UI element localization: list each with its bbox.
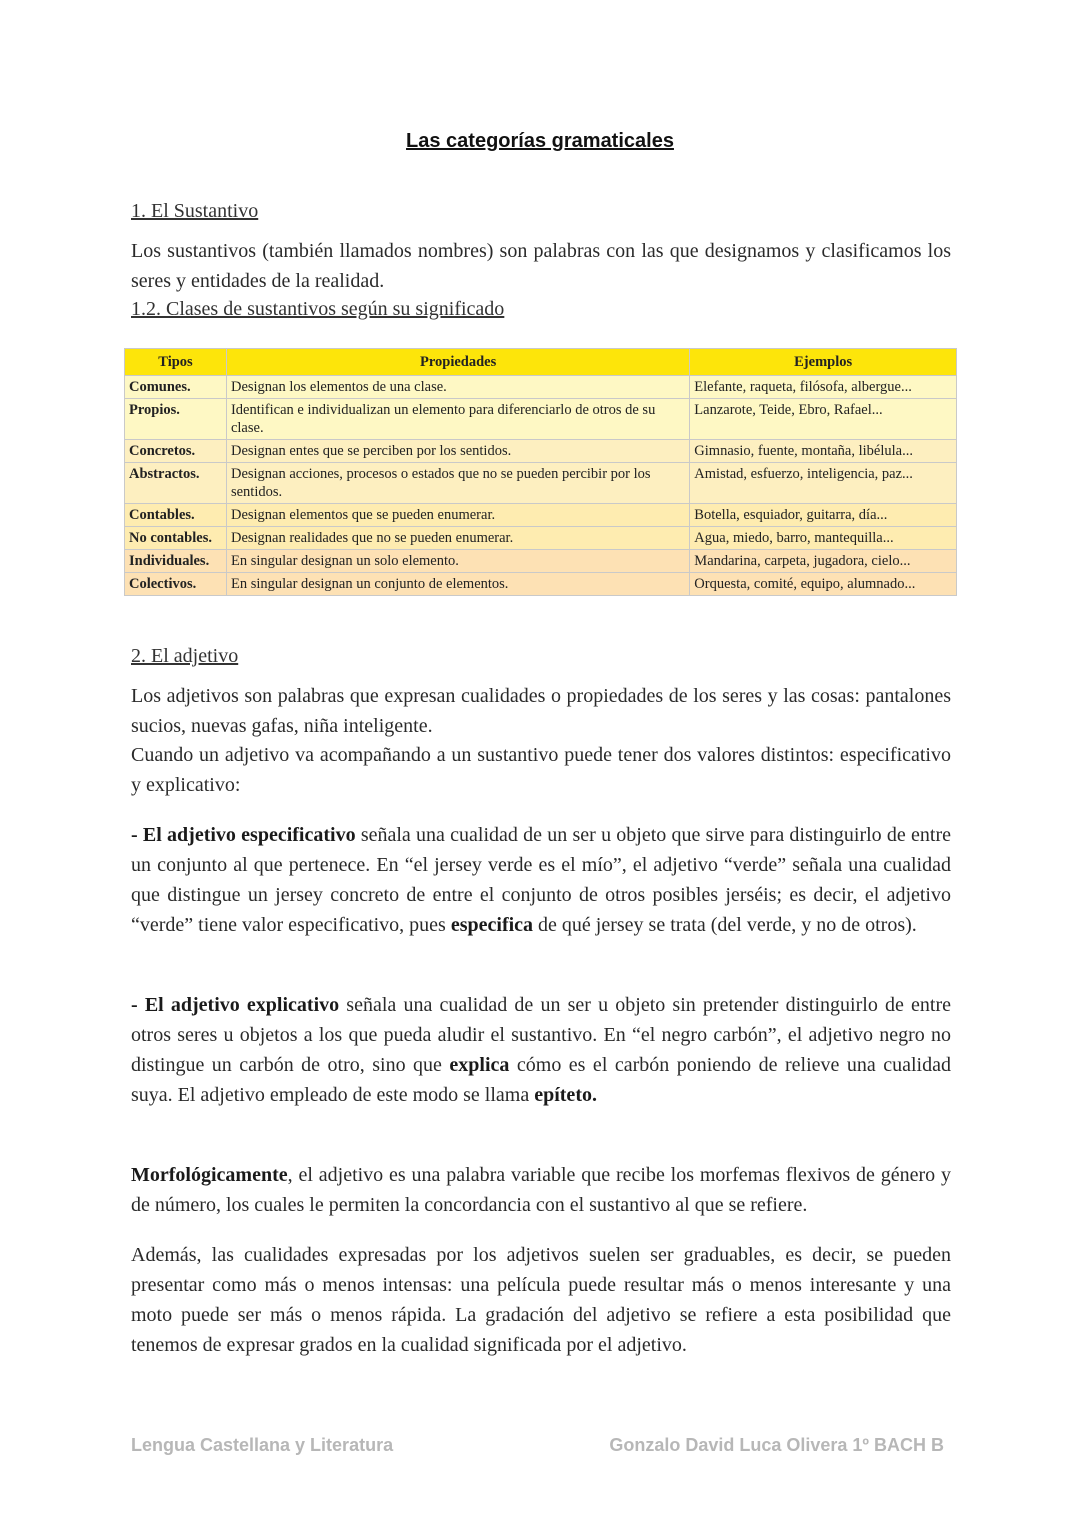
morfologia-text: , el adjetivo es una palabra variable que recibe los morfemas flexivos de género y de número, los cuales le permiten la concordancia con el sustantivo al que se refiere.: [131, 1164, 951, 1216]
explicativo-text-2: cómo es el carbón poniendo de relieve una cualidad suya. El adjetivo empleado de este modo se llama: [131, 1054, 951, 1106]
column-header-tipos: Tipos: [125, 349, 227, 376]
column-header-ejemplos: Ejemplos: [690, 349, 957, 376]
section-heading-sustantivo: 1. El Sustantivo: [131, 200, 259, 222]
especificativo-text-1: señala una cualidad de un ser u objeto que sirve para distinguirlo de entre un conjunto al que pertenece. En “el jersey verde es el mío”, el adjetivo “verde” señala una cualidad que distingue un jersey concreto de entre el conjunto de otros posibles jerséis; es decir, el adjetivo “verde” tiene valor especificativo, pues: [131, 824, 951, 936]
cell-properties: Designan acciones, procesos o estados que no se pueden percibir por los sentidos.: [226, 463, 689, 504]
cell-type: Contables.: [125, 504, 227, 527]
cell-type: Abstractos.: [125, 463, 227, 504]
cell-examples: Orquesta, comité, equipo, alumnado...: [690, 573, 957, 596]
cell-examples: Elefante, raqueta, filósofa, albergue...: [690, 376, 957, 399]
especificativo-lead: - El adjetivo especificativo: [131, 824, 356, 846]
table-row: [125, 550, 957, 573]
table-row: [125, 463, 957, 504]
footer-author: Gonzalo David Luca Olivera 1º BACH B: [609, 1435, 944, 1455]
noun-classes-table: [124, 348, 957, 596]
cell-properties: En singular designan un conjunto de elementos.: [226, 573, 689, 596]
cell-properties: Designan elementos que se pueden enumerar.: [226, 504, 689, 527]
cell-type: Colectivos.: [125, 573, 227, 596]
cell-type: Propios.: [125, 399, 227, 440]
cell-properties: En singular designan un solo elemento.: [226, 550, 689, 573]
cell-properties: Designan los elementos de una clase.: [226, 376, 689, 399]
cell-type: No contables.: [125, 527, 227, 550]
adjetivo-especificativo-paragraph: [131, 820, 951, 940]
cell-type: Individuales.: [125, 550, 227, 573]
morfologicamente-bold: Morfológicamente: [131, 1164, 288, 1186]
cell-examples: Amistad, esfuerzo, inteligencia, paz...: [690, 463, 957, 504]
cell-examples: Mandarina, carpeta, jugadora, cielo...: [690, 550, 957, 573]
morfologia-paragraph: [131, 1160, 951, 1220]
adjetivo-intro: Los adjetivos son palabras que expresan cualidades o propiedades de los seres y las cosas: pantalones sucios, nuevas gafas, niña inteligente.: [131, 685, 951, 737]
table-row: [125, 399, 957, 440]
footer-subject: Lengua Castellana y Literatura: [131, 1435, 394, 1455]
cell-examples: Agua, miedo, barro, mantequilla...: [690, 527, 957, 550]
table-row: [125, 573, 957, 596]
table-row: [125, 504, 957, 527]
explicativo-lead: - El adjetivo explicativo: [131, 994, 340, 1016]
explica-bold: explica: [449, 1054, 510, 1076]
cell-examples: Lanzarote, Teide, Ebro, Rafael...: [690, 399, 957, 440]
epiteto-bold: epíteto.: [534, 1084, 597, 1106]
cell-examples: Botella, esquiador, guitarra, día...: [690, 504, 957, 527]
explicativo-text-1: señala una cualidad de un ser u objeto sin pretender distinguirlo de entre otros seres u objetos a los que pueda aludir el sustantivo. En “el negro carbón”, el adjetivo negro no distingue un carbón de otro, sino que: [131, 994, 951, 1076]
page-title: Las categorías gramaticales: [406, 130, 674, 152]
cell-properties: Identifican e individualizan un elemento para diferenciarlo de otros de su clase.: [226, 399, 689, 440]
cell-examples: Gimnasio, fuente, montaña, libélula...: [690, 440, 957, 463]
cell-properties: Designan entes que se perciben por los sentidos.: [226, 440, 689, 463]
subheading-clases: 1.2. Clases de sustantivos según su significado: [131, 298, 505, 320]
table-row: [125, 376, 957, 399]
cell-properties: Designan realidades que no se pueden enumerar.: [226, 527, 689, 550]
sustantivo-intro: Los sustantivos (también llamados nombres) son palabras con las que designamos y clasificamos los seres y entidades de la realidad.: [131, 240, 951, 292]
column-header-propiedades: Propiedades: [226, 349, 689, 376]
gradacion-paragraph: Además, las cualidades expresadas por los adjetivos suelen ser graduables, es decir, se pueden presentar como más o menos intensas: una película puede resultar más o menos interesante y una moto puede ser más o menos rápida. La gradación del adjetivo se refiere a esta posibilidad que tenemos de expresar grados en la cualidad significada por el adjetivo.: [131, 1244, 951, 1356]
adjetivo-valores: Cuando un adjetivo va acompañando a un sustantivo puede tener dos valores distintos: especificativo y explicativo:: [131, 744, 951, 796]
section-heading-adjetivo: 2. El adjetivo: [131, 645, 239, 667]
table-header-row: [125, 349, 957, 376]
cell-type: Comunes.: [125, 376, 227, 399]
table-row: [125, 527, 957, 550]
especifica-bold: especifica: [450, 914, 534, 936]
cell-type: Concretos.: [125, 440, 227, 463]
adjetivo-explicativo-paragraph: [131, 990, 951, 1110]
especificativo-text-2: de qué jersey se trata (del verde, y no de otros).: [533, 914, 917, 936]
table-row: [125, 440, 957, 463]
